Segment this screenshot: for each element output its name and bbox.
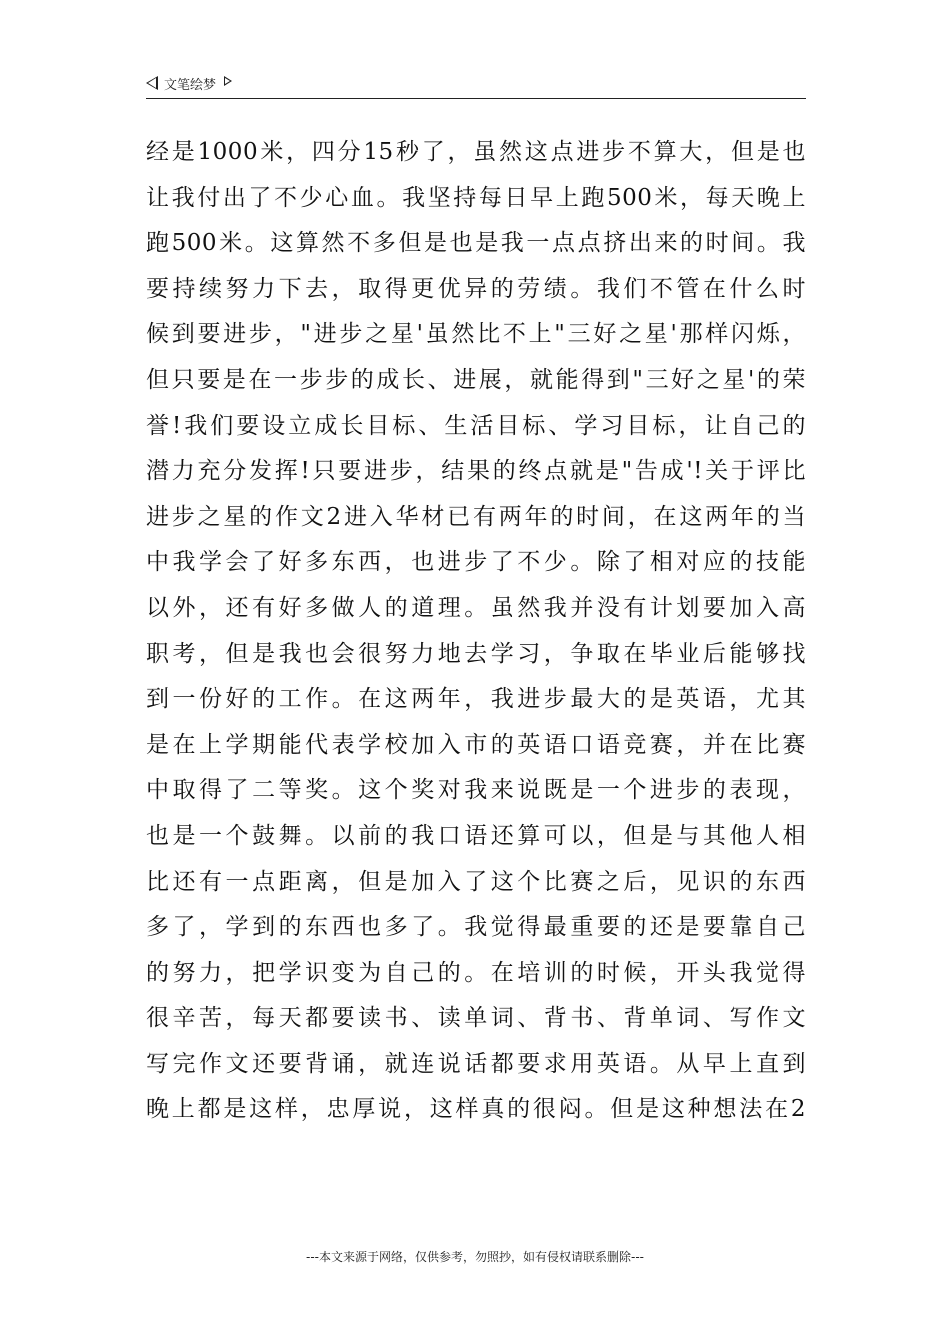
body-line: 让我付出了不少心血。我坚持每日早上跑500米，每天晚上 (146, 184, 806, 211)
body-line: 晚上都是这样，忠厚说，这样真的很闷。但是这种想法在2 (146, 1096, 806, 1123)
body-line: 要持续努力下去，取得更优异的劳绩。我们不管在什么时 (146, 275, 806, 302)
body-line: 经是1000米，四分15秒了，虽然这点进步不算大，但是也 (146, 139, 806, 165)
body-line: 候到要进步，"进步之星'虽然比不上"三好之星'那样闪烁， (146, 321, 806, 348)
body-line: 是在上学期能代表学校加入市的英语口语竞赛，并在比赛 (146, 731, 806, 758)
body-line: 以外，还有好多做人的道理。虽然我并没有计划要加入高 (146, 594, 806, 621)
header-brand (146, 72, 232, 94)
triangle-left-icon (146, 76, 158, 90)
page-header (146, 72, 806, 99)
body-line: 中我学会了好多东西，也进步了不少。除了相对应的技能 (146, 549, 806, 576)
body-line: 誉!我们要设立成长目标、生活目标、学习目标，让自己的 (146, 412, 806, 439)
body-line: 多了，学到的东西也多了。我觉得最重要的还是要靠自己 (146, 914, 806, 941)
body-line: 但只要是在一步步的成长、进展，就能得到"三好之星'的荣 (146, 366, 806, 393)
body-line: 进步之星的作文2进入华材已有两年的时间，在这两年的当 (146, 503, 806, 530)
body-line: 也是一个鼓舞。以前的我口语还算可以，但是与其他人相 (146, 822, 806, 849)
body-line: 跑500米。这算然不多但是也是我一点点挤出来的时间。我 (146, 230, 806, 257)
body-line: 到一份好的工作。在这两年，我进步最大的是英语，尤其 (146, 686, 806, 713)
body-line: 职考，但是我也会很努力地去学习，争取在毕业后能够找 (146, 640, 806, 667)
body-line: 很辛苦，每天都要读书、读单词、背书、背单词、写作文 (146, 1005, 806, 1032)
body-line: 潜力充分发挥!只要进步，结果的终点就是"告成'!关于评比 (146, 458, 806, 485)
body-line: 中取得了二等奖。这个奖对我来说既是一个进步的表现， (146, 777, 806, 804)
document-body (146, 130, 806, 1133)
body-line: 比还有一点距离，但是加入了这个比赛之后，见识的东西 (146, 868, 806, 895)
header-title: 文笔绘梦 (164, 77, 217, 93)
body-line: 写完作文还要背诵，就连说话都要求用英语。从早上直到 (146, 1050, 806, 1077)
body-line: 的努力，把学识变为自己的。在培训的时候，开头我觉得 (146, 959, 806, 986)
triangle-right-icon (224, 76, 232, 86)
page-footer: ---本文来源于网络，仅供参考，勿照抄，如有侵权请联系删除--- (306, 1250, 644, 1264)
